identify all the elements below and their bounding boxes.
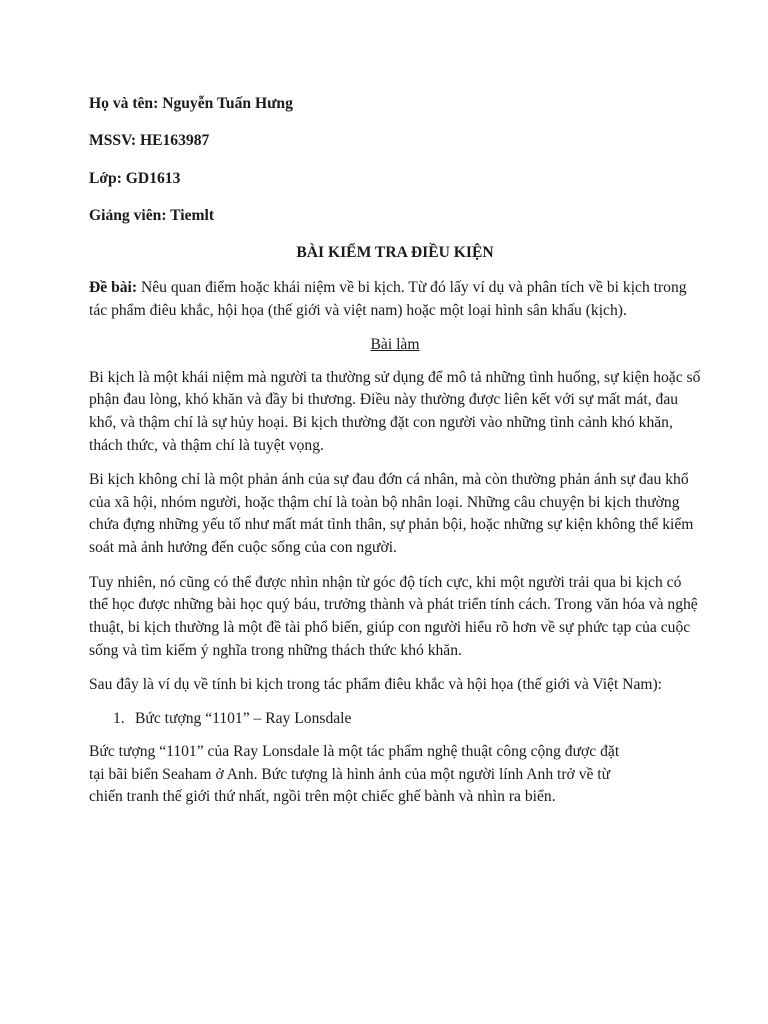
assignment-text: Nêu quan điểm hoặc khái niệm về bi kịch. Từ đó lấy ví dụ và phân tích về bi kịch trong tác phẩm điêu khắc, hội họa (thế giới và việt nam) hoặc một loại hình sân khấu (kịch).	[89, 279, 687, 319]
answer-heading: Bài làm	[370, 335, 420, 353]
paragraph-4: Sau đây là ví dụ về tính bi kịch trong tác phẩm điêu khắc và hội họa (thế giới và Việt Nam):	[89, 676, 663, 694]
document-title: BÀI KIỂM TRA ĐIỀU KIỆN	[296, 244, 494, 262]
student-name-line: Họ và tên: Nguyễn Tuấn Hưng	[89, 95, 293, 112]
assignment-prompt	[89, 277, 701, 322]
list-item	[113, 709, 701, 729]
document-page	[89, 94, 701, 821]
student-id-line: MSSV: HE163987	[89, 132, 210, 150]
list-item-text: Bức tượng “1101” – Ray Lonsdale	[135, 709, 352, 727]
paragraph-3: Tuy nhiên, nó cũng có thể được nhìn nhận từ góc độ tích cực, khi một người trải qua bi kịch có thể học được những bài học quý báu, trưởng thành và phát triển tính cách. Trong văn hóa và nghệ thuật, bi kịch thường là một đề tài phổ biến, giúp con người hiểu rõ hơn về sự phức tạp của cuộc sống và tìm kiếm ý nghĩa trong những thách thức khó khăn.	[89, 573, 698, 659]
assignment-label: Đề bài:	[89, 279, 138, 297]
lecturer-line: Giảng viên: Tiemlt	[89, 206, 215, 224]
paragraph-1: Bi kịch là một khái niệm mà người ta thường sử dụng để mô tả những tình huống, sự kiện hoặc số phận đau lòng, khó khăn và đầy bi thương. Điều này thường được liên kết với sự mất mát, đau khổ, và thậm chí là sự hủy hoại. Bi kịch thường đặt con người vào những tình cảnh khó khăn, thách thức, và thậm chí là tuyệt vọng.	[89, 368, 701, 454]
paragraph-2: Bi kịch không chỉ là một phản ánh của sự đau đớn cá nhân, mà còn thường phản ánh sự đau khổ của xã hội, nhóm người, hoặc thậm chí là toàn bộ nhân loại. Những câu chuyện bi kịch thường chứa đựng những yếu tố như mất mát tình thân, sự phản bội, hoặc những sự kiện không thể kiểm soát mà ảnh hưởng đến cuộc sống của con người.	[89, 471, 694, 557]
class-line: Lớp: GD1613	[89, 169, 181, 187]
closing-paragraph: Bức tượng “1101” của Ray Lonsdale là một tác phẩm nghệ thuật công cộng được đặt tại bãi biển Seaham ở Anh. Bức tượng là hình ảnh của một người lính Anh trở về từ chiến tranh thế giới thứ nhất, ngồi trên một chiếc ghế bành và nhìn ra biển.	[89, 743, 620, 806]
list-item-number: 1.	[113, 709, 125, 727]
